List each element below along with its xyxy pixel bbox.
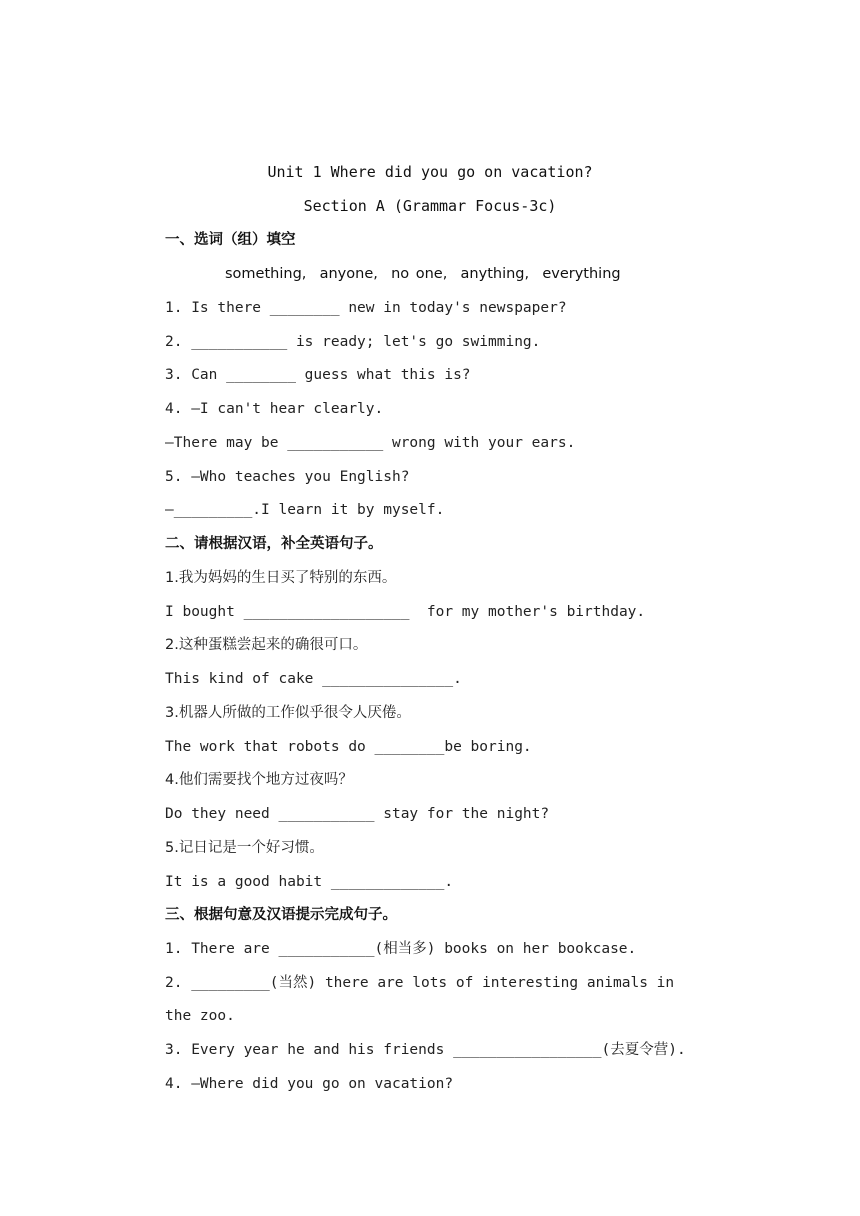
part2-line-6: The work that robots do ________be boring.: [165, 739, 532, 755]
document-title: Unit 1 Where did you go on vacation?: [267, 163, 593, 181]
part1-line-4: 4. —I can't hear clearly.: [165, 401, 384, 417]
document-subtitle: Section A (Grammar Focus-3c): [303, 197, 557, 215]
part2-line-7: 4.他们需要找个地方过夜吗？: [165, 772, 353, 788]
part1-line-3: 3. Can ________ guess what this is?: [165, 367, 471, 383]
part2-line-10: It is a good habit _____________.: [165, 874, 454, 890]
part2-line-2: I bought ___________________ for my mother's birthday.: [165, 604, 646, 620]
part1-line-7: —_________.I learn it by myself.: [165, 502, 445, 518]
part1-line-2: 2. ___________ is ready; let's go swimming.: [165, 334, 541, 350]
part3-heading: 三、根据句意及汉语提示完成句子。: [165, 907, 397, 923]
part2-line-5: 3.机器人所做的工作似乎很令人厌倦。: [165, 705, 411, 721]
word-bank: something, anyone, no one, anything, everything: [225, 266, 621, 282]
part2-line-9: 5.记日记是一个好习惯。: [165, 840, 324, 856]
part3-line-2: 2. _________(当然) there are lots of interesting animals in: [165, 975, 675, 991]
part1-line-5: —There may be ___________ wrong with your ears.: [165, 435, 576, 451]
part1-heading: 一、选词（组）填空: [165, 232, 296, 248]
part3-line-1: 1. There are ___________(相当多) books on her bookcase.: [165, 941, 637, 957]
part3-line-4: 3. Every year he and his friends _________________(去夏令营).: [165, 1042, 686, 1058]
part1-line-6: 5. —Who teaches you English?: [165, 469, 410, 485]
part2-heading: 二、请根据汉语，补全英语句子。: [165, 536, 383, 552]
part2-line-4: This kind of cake _______________.: [165, 671, 462, 687]
part2-line-3: 2.这种蛋糕尝起来的确很可口。: [165, 637, 368, 653]
part2-line-1: 1.我为妈妈的生日买了特别的东西。: [165, 570, 397, 586]
part3-line-5: 4. —Where did you go on vacation?: [165, 1076, 454, 1092]
part2-line-8: Do they need ___________ stay for the night?: [165, 806, 550, 822]
part1-line-1: 1. Is there ________ new in today's newspaper?: [165, 300, 567, 316]
part3-line-3: the zoo.: [165, 1008, 235, 1024]
